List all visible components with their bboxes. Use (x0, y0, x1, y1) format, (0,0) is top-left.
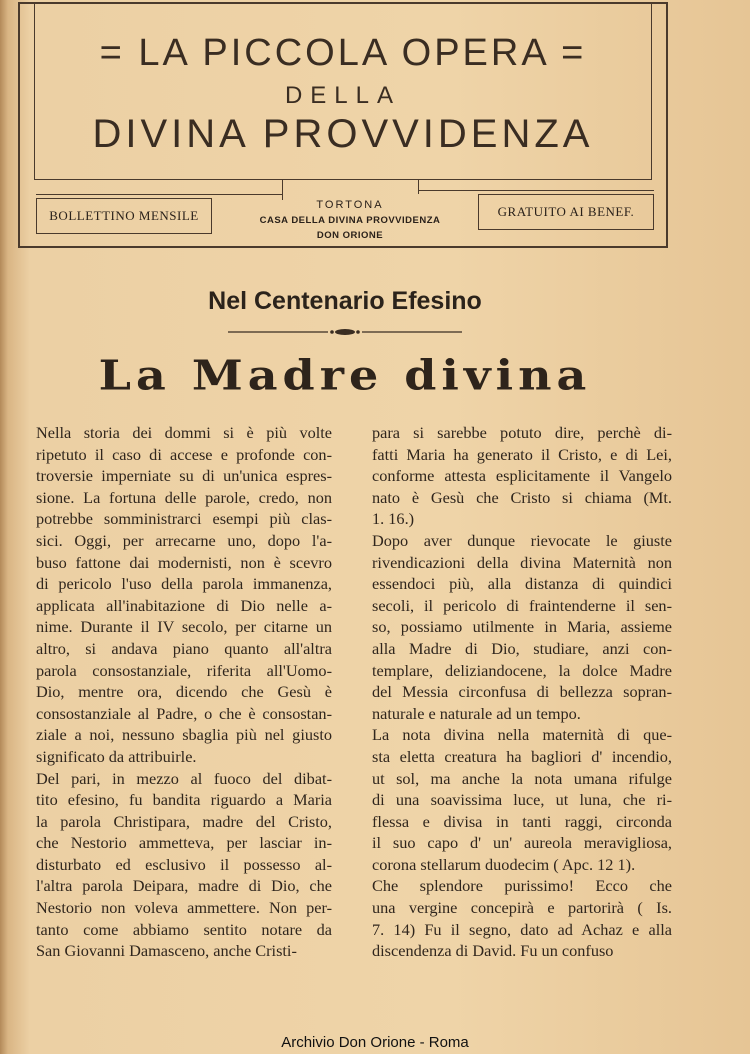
text-line: Nella storia dei dommi si è più volte (36, 423, 332, 442)
text-line: nato è Gesù che Cristo si chiama (Mt. (372, 487, 672, 507)
text-line: consostanziale al Padre, o che è consostan- (36, 703, 332, 723)
text-line: troversie imperniate su di un'unica espres- (36, 466, 332, 486)
paragraph (354, 422, 672, 530)
text-line: potrebbe somministrarci esempi più clas- (36, 509, 332, 529)
text-line: sta eletta creatura ha bagliori d' incendio, (372, 746, 672, 766)
text-line: conforme attesta esplicitamente il Vangelo (372, 466, 672, 486)
text-line: naturale e naturale ad un tempo. (372, 703, 581, 723)
text-line: para si sarebbe potuto dire, perchè di- (372, 423, 672, 442)
text-line: La nota divina nella maternità di que- (372, 725, 672, 745)
text-line: l'altra parola Deipara, madre di Dio, che (36, 876, 332, 896)
text-line: Dio, mentre ora, dicendo che Gesù è (36, 682, 332, 702)
text-line: secoli, il pericolo di fraintenderne il sen- (372, 595, 672, 615)
text-line: sione. La fortuna delle parole, credo, non (36, 487, 332, 507)
monthly-bulletin-box: BOLLETTINO MENSILE (36, 198, 212, 234)
text-line: Dopo aver dunque rievocate le giuste (372, 530, 672, 550)
text-line: fatti Maria ha generato il Cristo, e di Lei, (372, 444, 672, 464)
article-headline: La Madre divina (98, 350, 592, 400)
masthead-title-line-2: DELLA (284, 82, 402, 109)
masthead-title-line-3: DIVINA PROVVIDENZA (92, 112, 594, 156)
masthead-divider (282, 180, 283, 200)
text-line: la parola Christipara, madre del Cristo, (36, 811, 332, 831)
text-line: 7. 14) Fu il segno, dato ad Achaz e alla (372, 919, 672, 939)
text-line: so, possiamo utilmente in Maria, assieme (372, 617, 672, 637)
free-distribution-box: GRATUITO AI BENEF. (478, 194, 654, 230)
text-line: Nestorio non voleva ammettere. Non per- (36, 898, 332, 918)
text-line: rivendicazioni della divina Maternità non (372, 552, 672, 572)
text-line: ut sol, ma anche la nota umana rifulge (372, 768, 672, 788)
text-line: ripetuto il caso di accese e profonde con- (36, 444, 332, 464)
publisher-info (240, 198, 460, 243)
paragraph (354, 875, 672, 961)
text-line: tanto come abbiamo sentito notare da (36, 919, 332, 939)
paragraph (18, 768, 332, 962)
archive-label: Archivio Don Orione - Roma (281, 1034, 469, 1051)
text-line: di una soavissima luce, ut luna, che ri- (372, 790, 672, 810)
right-text-column (354, 422, 672, 962)
publisher-house: CASA DELLA DIVINA PROVVIDENZA (259, 215, 441, 226)
text-line: del Messia circonfusa di bellezza sopran- (372, 682, 672, 702)
text-line: San Giovanni Damasceno, anche Cristi- (36, 941, 297, 961)
masthead (18, 2, 668, 248)
paragraph (354, 724, 672, 875)
masthead-divider (418, 190, 654, 191)
text-line: buso fattone dai modernisti, non è scevro (36, 552, 332, 572)
title-ornament (228, 328, 462, 336)
publisher-city: TORTONA (316, 199, 384, 211)
text-line: flessa e divisa in tanti raggi, circonda (372, 811, 672, 831)
text-line: che Nestorio ammetteva, per lasciar in- (36, 833, 332, 853)
text-line: significato da attribuirle. (36, 746, 197, 766)
masthead-title-line-1: = LA PICCOLA OPERA = (99, 32, 587, 74)
text-line: 1. 16.) (372, 509, 415, 529)
text-line: tito efesino, fu bandita riguardo a Maria (36, 790, 332, 810)
publisher-founder: DON ORIONE (316, 230, 384, 241)
article-kicker: Nel Centenario Efesino (208, 287, 482, 315)
text-line: parola consostanziale, riferita all'Uomo- (36, 660, 332, 680)
text-line: corona stellarum duodecim ( Apc. 12 1). (372, 854, 636, 874)
text-line: il suo capo d' un' aureola meravigliosa, (372, 833, 672, 853)
text-line: disturbato ed esclusivo il possesso al- (36, 854, 332, 874)
masthead-title-frame (34, 4, 652, 180)
masthead-divider (418, 180, 419, 194)
paragraph (18, 422, 332, 768)
text-line: altro, si andava piano quanto all'altra (36, 638, 332, 658)
text-line: alla Madre di Dio, studiare, anzi con- (372, 638, 672, 658)
text-line: discendenza di David. Fu un confuso (372, 941, 614, 961)
text-line: applicata all'inabitazione di Dio nelle a- (36, 595, 332, 615)
text-line: Che splendore purissimo! Ecco che (372, 876, 672, 896)
text-line: Del pari, in mezzo al fuoco del dibat- (36, 768, 332, 788)
left-text-column (18, 422, 332, 962)
text-line: una vergine concepirà e partorirà ( Is. (372, 898, 672, 918)
text-line: nime. Durante il IV secolo, per citarne un (36, 617, 332, 637)
text-line: essendoci più, alla distanza di quindici (372, 574, 672, 594)
paragraph (354, 530, 672, 724)
text-line: sici. Oggi, per arrecarne uno, dopo l'a- (36, 530, 332, 550)
text-line: templare, deliziandocene, la dolce Madre (372, 660, 672, 680)
masthead-divider (36, 194, 282, 195)
text-line: di pericolo l'uso della parola immanenza, (36, 574, 332, 594)
text-line: ziale a noi, nessuno sbaglia più nel giusto (36, 725, 332, 745)
